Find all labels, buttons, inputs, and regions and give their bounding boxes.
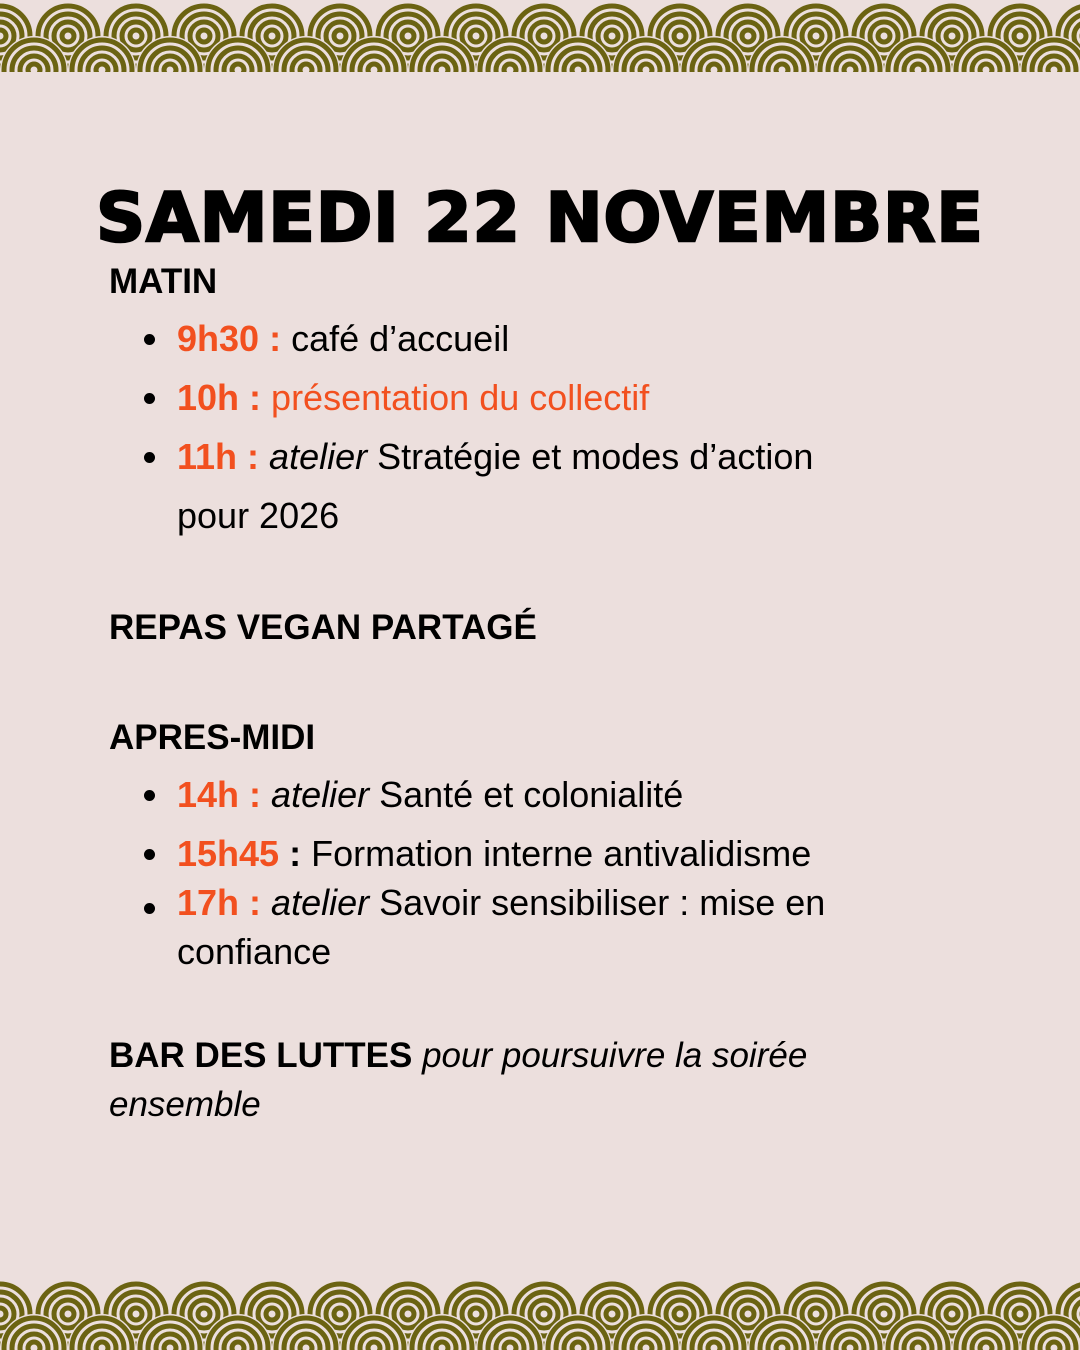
time-separator: : [279,833,312,874]
bottom-scallop-border [0,1278,1080,1350]
lunch-heading: REPAS VEGAN PARTAGÉ [109,608,537,647]
bar-title: BAR DES LUTTES [109,1036,413,1075]
item-kind: atelier [271,882,370,923]
item-description: café d’accueil [291,318,510,359]
time-separator: : [239,377,272,418]
list-item [177,878,957,976]
time-label: 17h [177,882,240,923]
bar-tagline-continued: ensemble [109,1085,261,1124]
list-item [177,765,957,824]
list-item [177,427,957,545]
item-description: Stratégie et modes d’action [367,436,814,477]
item-description: Formation interne antivalidisme [311,833,812,874]
time-separator: : [239,882,272,923]
list-item [177,309,957,368]
item-description: Savoir sensibiliser : mise en [369,882,826,923]
bar-tagline: pour poursuivre la soirée [422,1036,808,1075]
time-label: 15h45 [177,833,280,874]
time-separator: : [259,318,292,359]
item-description-continued: pour 2026 [177,495,340,536]
top-scallop-border [0,0,1080,72]
item-description: Santé et colonialité [369,774,684,815]
time-label: 9h30 [177,318,260,359]
afternoon-heading: APRES-MIDI [109,718,316,757]
item-description: présentation du collectif [271,377,650,418]
time-label: 11h [177,436,238,477]
time-separator: : [239,774,272,815]
time-label: 10h [177,377,240,418]
list-item [177,824,957,883]
list-item [177,368,957,427]
item-description-continued: confiance [177,931,332,972]
time-label: 14h [177,774,240,815]
time-separator: : [237,436,270,477]
item-kind: atelier [271,774,370,815]
item-kind: atelier [269,436,368,477]
bar-announcement [109,1031,969,1129]
event-date-title: SAMEDI 22 NOVEMBRE [96,178,984,258]
morning-heading: MATIN [109,262,218,301]
